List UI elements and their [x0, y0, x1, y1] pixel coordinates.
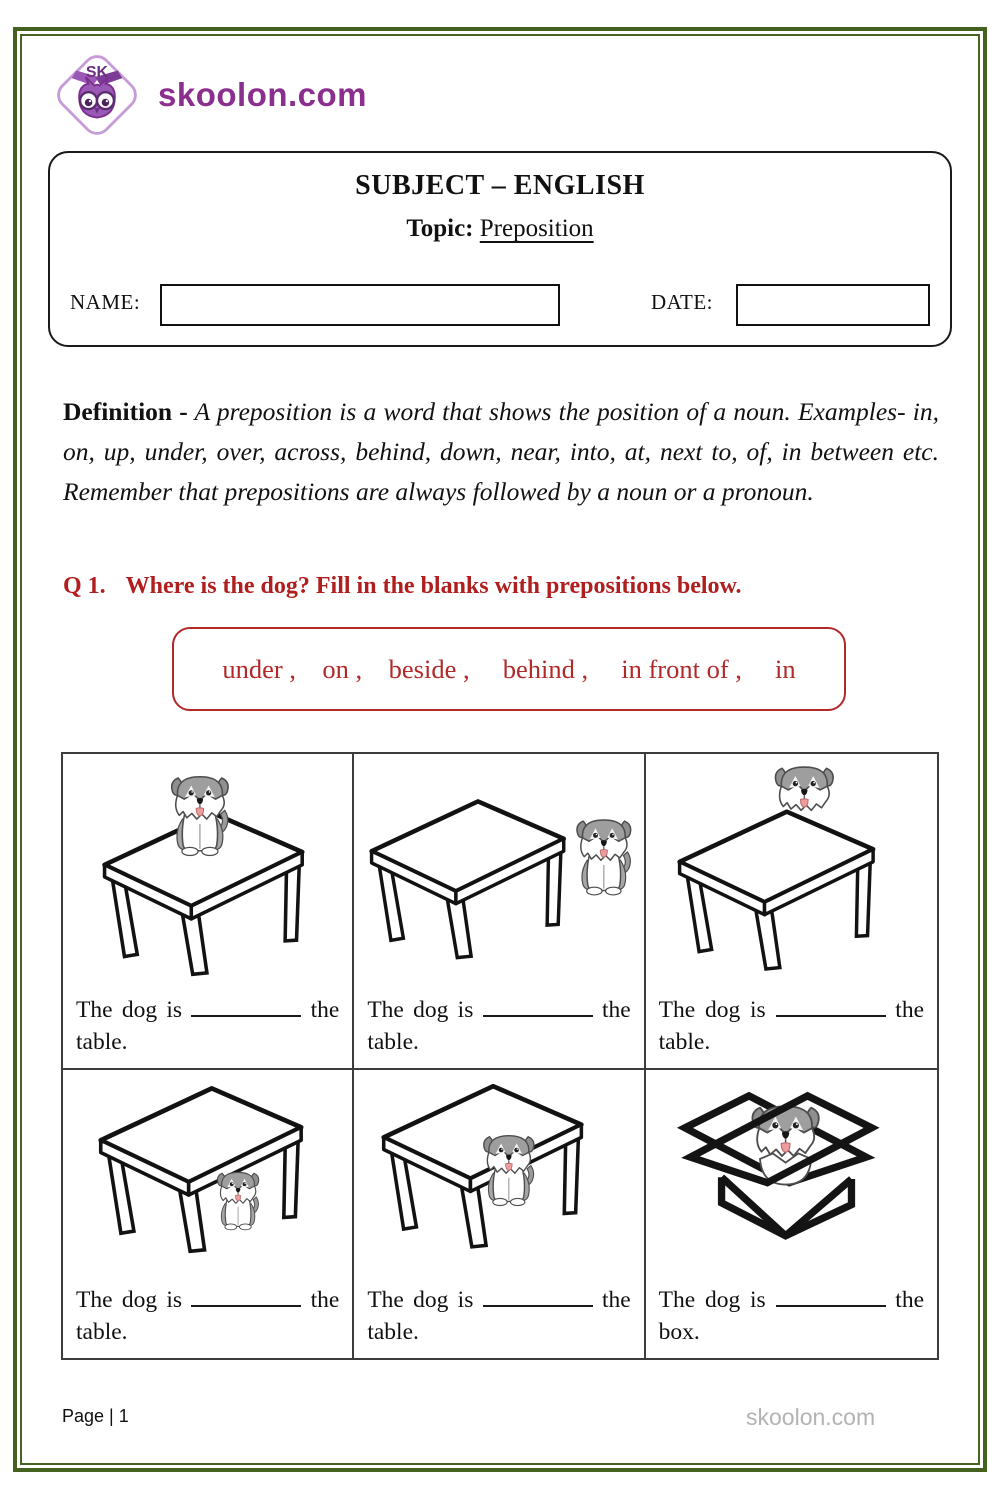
name-label: NAME: — [70, 290, 141, 314]
answer-blank[interactable] — [191, 995, 301, 1017]
exercise-cell-under — [63, 1070, 354, 1358]
answer-blank[interactable] — [191, 1285, 301, 1307]
definition-body: A preposition is a word that shows the position of a noun. Examples- in, on, up, under, over, across, behind, down, near, into, at, next to, of, in between etc. Remember that prepositions are always followed by a noun or a pronoun. — [63, 397, 940, 506]
scene-dog-on-table — [63, 754, 352, 991]
brand-name: skoolon.com — [158, 76, 368, 113]
exercise-cell-behind — [646, 754, 937, 1070]
answer-blank[interactable] — [776, 995, 886, 1017]
question-number: Q 1. — [63, 573, 106, 599]
word-bank-box — [172, 627, 846, 711]
topic-line — [50, 215, 950, 243]
sentence-prefix: The dog is — [367, 1287, 474, 1314]
name-input[interactable] — [160, 284, 560, 326]
svg-text:SK: SK — [85, 64, 109, 82]
sentence-suffix: the table. — [658, 997, 925, 1056]
sentence-suffix: the table. — [367, 997, 631, 1056]
fill-in-sentence — [354, 995, 643, 1068]
sentence-prefix: The dog is — [658, 997, 766, 1024]
sentence-prefix: The dog is — [367, 997, 474, 1024]
answer-blank[interactable] — [483, 1285, 593, 1307]
sentence-suffix: the table. — [76, 1287, 340, 1346]
exercise-cell-in-front — [354, 1070, 645, 1358]
exercise-grid — [61, 752, 939, 1360]
scene-dog-under-table — [63, 1070, 352, 1275]
worksheet-header-box — [48, 151, 952, 347]
definition-paragraph — [63, 392, 939, 511]
sentence-suffix: the table. — [367, 1287, 631, 1346]
scene-dog-in-front-of-table — [354, 1070, 643, 1275]
sentence-suffix: the table. — [76, 997, 340, 1056]
scene-dog-behind-table — [646, 754, 937, 993]
question-heading — [63, 573, 943, 600]
page-number: Page | 1 — [62, 1406, 129, 1426]
sentence-prefix: The dog is — [76, 1287, 183, 1314]
fill-in-sentence — [646, 995, 937, 1068]
subject-title: SUBJECT – ENGLISH — [355, 170, 645, 201]
fill-in-sentence — [63, 995, 352, 1068]
sentence-suffix: the box. — [658, 1287, 925, 1346]
fill-in-sentence — [646, 1285, 937, 1358]
topic-label: Topic: — [406, 215, 474, 242]
brand-logo — [50, 48, 367, 142]
footer-watermark: skoolon.com — [746, 1404, 876, 1430]
exercise-cell-beside — [354, 754, 645, 1070]
sentence-prefix: The dog is — [658, 1287, 766, 1314]
definition-label: Definition - — [63, 397, 188, 426]
question-text: Where is the dog? Fill in the blanks with prepositions below. — [125, 573, 742, 599]
exercise-cell-on — [63, 754, 354, 1070]
date-input[interactable] — [736, 284, 930, 326]
scene-dog-in-box — [646, 1070, 937, 1277]
fill-in-sentence — [63, 1285, 352, 1358]
answer-blank[interactable] — [483, 995, 593, 1017]
scene-dog-beside-table — [354, 754, 643, 991]
owl-logo-icon — [50, 48, 144, 142]
date-label: DATE: — [651, 290, 713, 314]
sentence-prefix: The dog is — [76, 997, 183, 1024]
exercise-cell-in-box — [646, 1070, 937, 1358]
fill-in-sentence — [354, 1285, 643, 1358]
topic-value: Preposition — [479, 215, 594, 242]
answer-blank[interactable] — [776, 1285, 886, 1307]
word-bank-words: under , on , beside , behind , in front of , in — [222, 653, 796, 684]
